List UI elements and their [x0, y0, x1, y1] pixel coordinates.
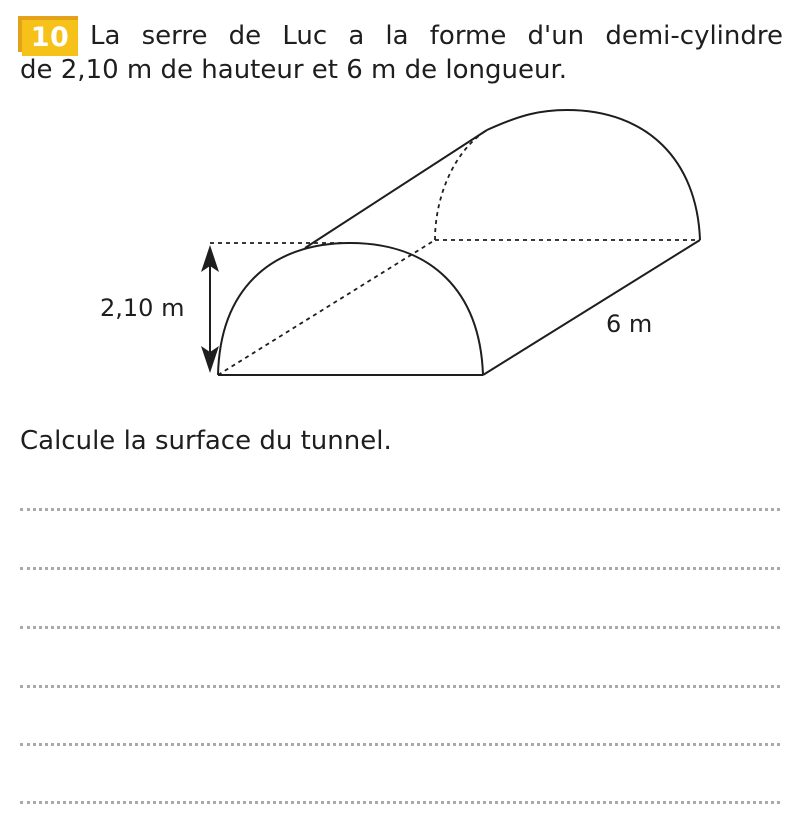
answer-line[interactable]	[20, 801, 780, 804]
exercise-number: 10	[22, 20, 78, 56]
question-text: Calcule la surface du tunnel.	[20, 426, 392, 456]
height-arrow	[201, 245, 219, 373]
answer-line[interactable]	[20, 743, 780, 746]
front-arch	[218, 243, 483, 375]
statement-line-1: La serre de Luc a la forme d'un demi-cylindre	[90, 21, 783, 51]
length-label: 6 m	[606, 310, 653, 338]
back-arch-visible	[487, 110, 700, 240]
answer-line[interactable]	[20, 626, 780, 629]
statement-line-2: de 2,10 m de hauteur et 6 m de longueur.	[20, 55, 568, 85]
answer-line[interactable]	[20, 685, 780, 688]
answer-line[interactable]	[20, 508, 780, 511]
height-label: 2,10 m	[100, 294, 185, 322]
top-edge	[305, 130, 487, 248]
hidden-left-base-edge	[218, 240, 435, 375]
right-base-edge	[483, 240, 700, 375]
answer-line[interactable]	[20, 567, 780, 570]
